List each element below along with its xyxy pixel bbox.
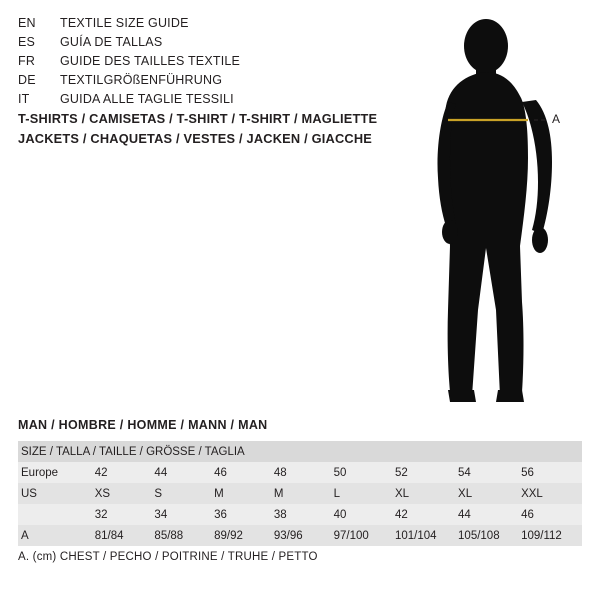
cell-value: 40	[332, 504, 393, 525]
cell-value: 32	[93, 504, 153, 525]
cell-value: 44	[456, 504, 519, 525]
cell-value: XS	[93, 483, 153, 504]
table-header-row	[18, 441, 582, 462]
table-row	[18, 525, 582, 546]
category-jackets: JACKETS / CHAQUETAS / VESTES / JACKEN / GIACCHE	[18, 131, 373, 146]
cell-value: M	[272, 483, 332, 504]
cell-value: 54	[456, 462, 519, 483]
cell-value: 36	[212, 504, 272, 525]
legend-language-text: TEXTILGRÖßENFÜHRUNG	[60, 73, 223, 87]
cell-value: 105/108	[456, 525, 519, 546]
cell-value: 89/92	[212, 525, 272, 546]
row-label: US	[18, 483, 93, 504]
cell-value: XXL	[519, 483, 582, 504]
size-table	[18, 441, 582, 546]
row-label: A	[18, 525, 93, 546]
table-row	[18, 483, 582, 504]
cell-value: 97/100	[332, 525, 393, 546]
cell-value: 56	[519, 462, 582, 483]
chest-footnote: A. (cm) CHEST / PECHO / POITRINE / TRUHE / PETTO	[18, 551, 318, 563]
cell-value: 46	[212, 462, 272, 483]
cell-value: 34	[152, 504, 212, 525]
cell-value: 85/88	[152, 525, 212, 546]
cell-value: L	[332, 483, 393, 504]
cell-value: XL	[393, 483, 456, 504]
legend-language-code: FR	[18, 54, 36, 68]
legend-row	[18, 71, 378, 90]
cell-value: 109/112	[519, 525, 582, 546]
legend-row	[18, 90, 378, 109]
cell-value: 81/84	[93, 525, 153, 546]
legend-language-text: GUÍA DE TALLAS	[60, 35, 163, 49]
legend-language-code: DE	[18, 73, 36, 87]
table-title-man: MAN / HOMBRE / HOMME / MANN / MAN	[18, 418, 268, 432]
figure-illustration	[400, 10, 600, 410]
cell-value: 42	[393, 504, 456, 525]
row-label	[18, 504, 93, 525]
row-label: Europe	[18, 462, 93, 483]
cell-value: 50	[332, 462, 393, 483]
male-silhouette-icon	[400, 10, 600, 410]
table-header-label: SIZE / TALLA / TAILLE / GRÖSSE / TAGLIA	[18, 441, 582, 462]
cell-value: S	[152, 483, 212, 504]
legend-language-text: GUIDE DES TAILLES TEXTILE	[60, 54, 241, 68]
measure-label-a: A	[552, 112, 561, 126]
legend-language-text: TEXTILE SIZE GUIDE	[60, 16, 189, 30]
category-tshirts: T-SHIRTS / CAMISETAS / T-SHIRT / T-SHIRT / MAGLIETTE	[18, 111, 378, 126]
cell-value: 101/104	[393, 525, 456, 546]
cell-value: 46	[519, 504, 582, 525]
cell-value: 48	[272, 462, 332, 483]
cell-value: XL	[456, 483, 519, 504]
cell-value: M	[212, 483, 272, 504]
legend-row	[18, 52, 378, 71]
table-row	[18, 504, 582, 525]
cell-value: 44	[152, 462, 212, 483]
legend-language-code: ES	[18, 35, 36, 49]
cell-value: 52	[393, 462, 456, 483]
legend-language-text: GUIDA ALLE TAGLIE TESSILI	[60, 92, 234, 106]
legend-language-code: IT	[18, 92, 30, 106]
cell-value: 93/96	[272, 525, 332, 546]
legend-row	[18, 14, 378, 33]
table-row	[18, 462, 582, 483]
cell-value: 38	[272, 504, 332, 525]
cell-value: 42	[93, 462, 153, 483]
legend-language-code: EN	[18, 16, 36, 30]
language-legend	[18, 14, 378, 109]
legend-row	[18, 33, 378, 52]
